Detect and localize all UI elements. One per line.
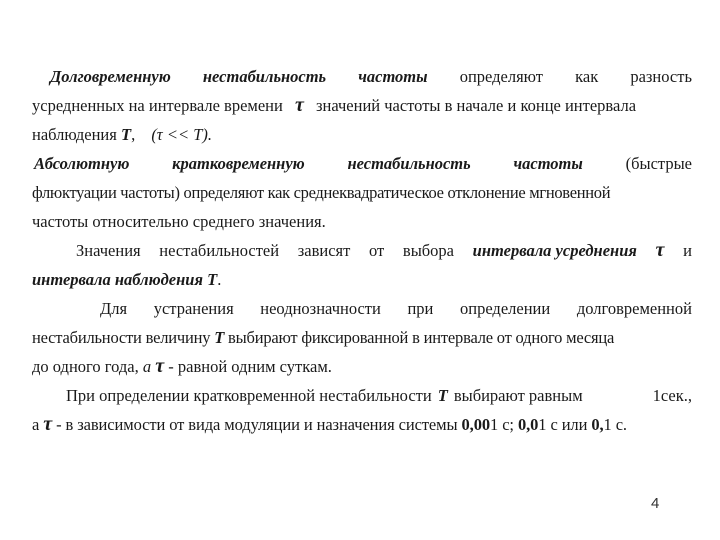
word: Для: [100, 299, 128, 318]
word: определении: [460, 299, 551, 318]
emphasis: интервала наблюдения T: [32, 270, 218, 289]
document-body: [32, 62, 692, 439]
page-number: 4: [651, 495, 660, 512]
text: 1сек.,: [652, 386, 692, 405]
text: наблюдения: [32, 125, 117, 144]
value: 1: [490, 415, 499, 434]
p2-line1: [32, 149, 692, 178]
text: а: [32, 415, 40, 434]
p3-line1: [32, 236, 692, 265]
symbol-T: T: [437, 386, 448, 405]
word: нестабильностей: [159, 241, 280, 260]
text: ,: [131, 125, 136, 144]
tau-symbol: τ: [655, 239, 665, 261]
value: 0,0: [517, 415, 539, 434]
text: .: [217, 270, 222, 289]
word: Абсолютную: [34, 154, 130, 173]
tau-symbol: τ: [43, 413, 53, 435]
unit: с или: [550, 415, 588, 434]
word: разность: [630, 67, 692, 86]
value: 0,: [591, 415, 604, 434]
formula: (τ << T).: [151, 125, 213, 144]
word: кратковременную: [172, 154, 305, 173]
word: выбора: [402, 241, 455, 260]
word: от: [369, 241, 385, 260]
p1-line2: [32, 91, 692, 120]
word: определяют: [459, 67, 544, 86]
unit: с.: [615, 415, 627, 434]
word: частоты: [513, 154, 583, 173]
value: 0,00: [461, 415, 490, 434]
p4-line3: [32, 352, 692, 381]
text: нестабильности величину: [32, 328, 211, 347]
word: частоты: [358, 67, 428, 86]
p3-line2: [32, 265, 692, 294]
text: - в зависимости от вида модуляции и назначения системы: [56, 415, 458, 434]
p5-line2: [32, 410, 692, 439]
word: Значения: [76, 241, 141, 260]
symbol-T: T: [214, 328, 225, 347]
text: усредненных на интервале времени: [32, 96, 283, 115]
word: нестабильность: [202, 67, 327, 86]
text: выбирают равным: [453, 386, 583, 405]
text: до одного года,: [32, 357, 139, 376]
p2-line2: [32, 178, 692, 207]
tau-symbol: τ: [294, 94, 304, 116]
p5-line1: [32, 381, 692, 410]
word: Долговременную: [50, 67, 171, 86]
text: а: [142, 357, 152, 376]
word: при: [407, 299, 434, 318]
p1-line1: [32, 62, 692, 91]
p4-line2: [32, 323, 692, 352]
p2-line3: [32, 207, 692, 236]
value: 1: [538, 415, 547, 434]
emphasis: интервала усреднения: [472, 241, 637, 260]
tau-symbol: τ: [155, 355, 165, 377]
word: устранения: [153, 299, 234, 318]
word: долговременной: [576, 299, 692, 318]
word: зависят: [297, 241, 351, 260]
text: - равной одним суткам.: [168, 357, 332, 376]
text: При определении кратковременной нестабильности: [66, 386, 432, 405]
p1-line3: [32, 120, 692, 149]
text: частоты относительно среднего значения.: [32, 212, 326, 231]
word: (быстрые: [625, 154, 692, 173]
value: 1: [603, 415, 612, 434]
text: выбирают фиксированной в интервале от одного месяца: [228, 328, 615, 347]
text: флюктуации частоты) определяют как среднеквадратическое отклонение мгновенной: [32, 183, 611, 202]
word: нестабильность: [347, 154, 471, 173]
unit: с;: [502, 415, 514, 434]
symbol-T: T: [120, 125, 132, 144]
word: и: [683, 241, 692, 260]
p4-line1: [32, 294, 692, 323]
word: как: [575, 67, 599, 86]
word: неоднозначности: [260, 299, 381, 318]
text: значений частоты в начале и конце интервала: [315, 96, 637, 115]
